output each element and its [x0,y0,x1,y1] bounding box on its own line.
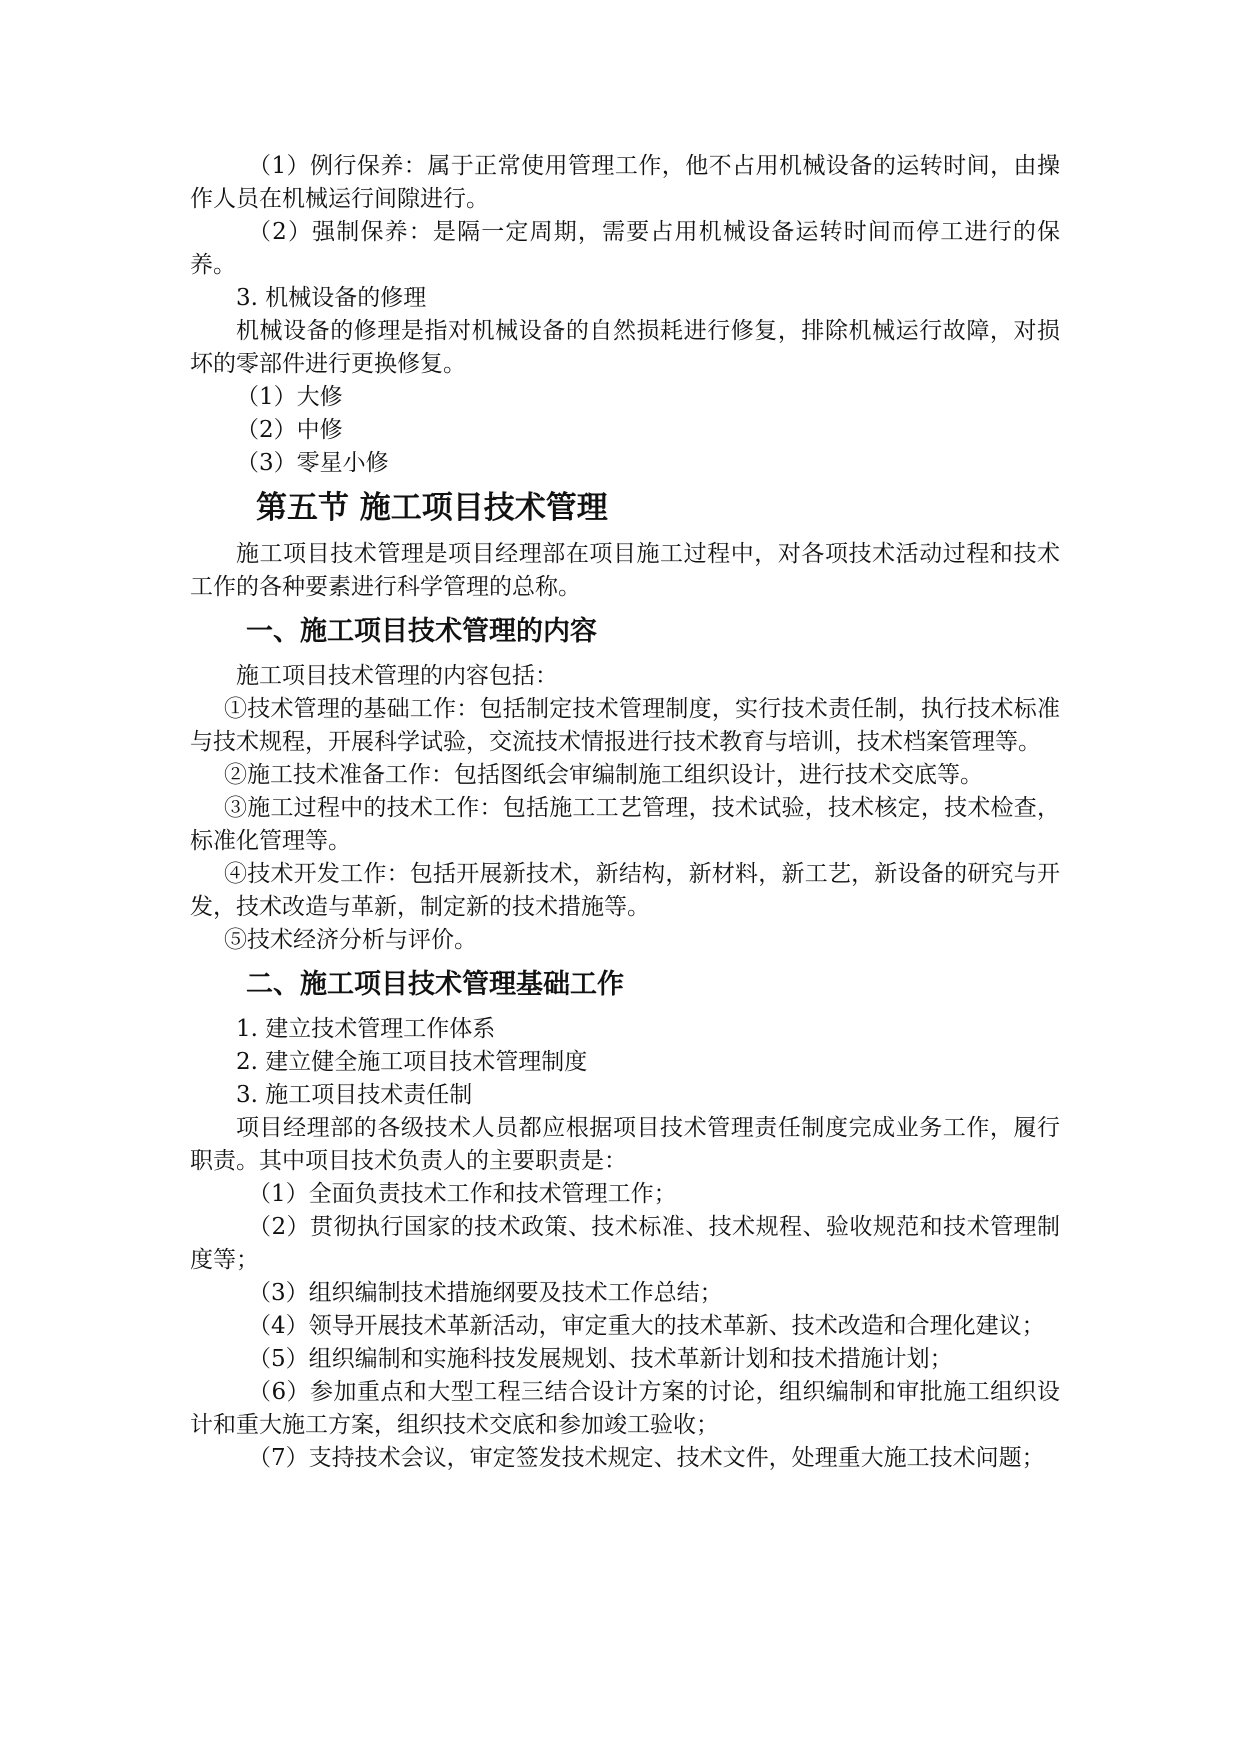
list-item: ①技术管理的基础工作：包括制定技术管理制度，实行技术责任制，执行技术标准与技术规程，开展科学试验，交流技术情报进行技术教育与培训，技术档案管理等。 [190,696,1060,755]
paragraph: 项目经理部的各级技术人员都应根据项目技术管理责任制度完成业务工作，履行职责。其中项目技术负责人的主要职责是： [190,1115,1060,1174]
subsection-heading: 二、施工项目技术管理基础工作 [246,969,624,1000]
list-item: （3）组织编制技术措施纲要及技术工作总结； [248,1280,723,1306]
paragraph: （2）强制保养：是隔一定周期，需要占用机械设备运转时间而停工进行的保养。 [190,219,1060,278]
list-item: （1）大修 [236,384,343,410]
paragraph: 施工项目技术管理是项目经理部在项目施工过程中，对各项技术活动过程和技术工作的各种要素进行科学管理的总称。 [190,541,1060,600]
list-item: ④技术开发工作：包括开展新技术，新结构，新材料，新工艺，新设备的研究与开发，技术改造与革新，制定新的技术措施等。 [190,861,1060,920]
list-item: 3. 施工项目技术责任制 [236,1082,473,1108]
document-body [190,150,1060,1475]
list-item: （1）全面负责技术工作和技术管理工作； [248,1181,677,1207]
list-item: 2. 建立健全施工项目技术管理制度 [236,1049,588,1075]
list-item: （6）参加重点和大型工程三结合设计方案的讨论，组织编制和审批施工组织设计和重大施工方案，组织技术交底和参加竣工验收； [190,1379,1060,1438]
paragraph: 机械设备的修理是指对机械设备的自然损耗进行修复，排除机械运行故障，对损坏的零部件进行更换修复。 [190,318,1060,377]
list-item: （2）贯彻执行国家的技术政策、技术标准、技术规程、验收规范和技术管理制度等； [190,1214,1060,1273]
list-item: 1. 建立技术管理工作体系 [236,1016,496,1042]
subsection-heading: 一、施工项目技术管理的内容 [246,616,597,647]
list-item: ③施工过程中的技术工作：包括施工工艺管理，技术试验，技术核定，技术检查，标准化管理等。 [190,795,1060,854]
list-item: （3）零星小修 [236,450,389,476]
paragraph: （1）例行保养：属于正常使用管理工作，他不占用机械设备的运转时间，由操作人员在机械运行间隙进行。 [190,153,1060,212]
section-heading: 第五节 施工项目技术管理 [256,490,608,526]
list-item: （7）支持技术会议，审定签发技术规定、技术文件，处理重大施工技术问题； [248,1445,1045,1471]
list-item: （5）组织编制和实施科技发展规划、技术革新计划和技术措施计划； [248,1346,953,1372]
list-item: 3. 机械设备的修理 [236,285,427,311]
list-item: （4）领导开展技术革新活动，审定重大的技术革新、技术改造和合理化建议； [248,1313,1045,1339]
list-item: ⑤技术经济分析与评价。 [224,927,477,953]
paragraph: 施工项目技术管理的内容包括： [236,663,558,689]
list-item: ②施工技术准备工作：包括图纸会审编制施工组织设计，进行技术交底等。 [224,762,983,788]
list-item: （2）中修 [236,417,343,443]
